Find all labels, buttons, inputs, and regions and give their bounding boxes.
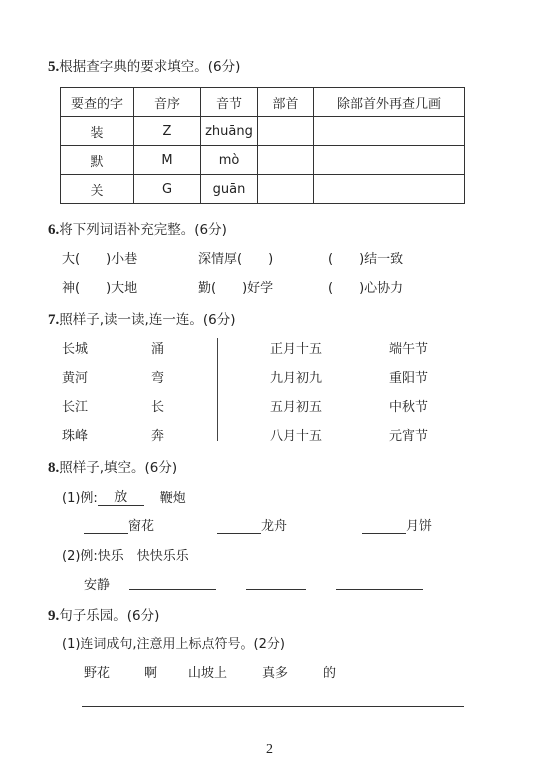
example-1-prefix: (1)例: <box>62 491 98 506</box>
q8-title: 照样子,填空。(6分) <box>59 460 178 476</box>
header-cell: 音节 <box>201 88 258 117</box>
divider <box>217 338 218 441</box>
header-cell: 除部首外再查几画 <box>314 88 465 117</box>
answer-blank[interactable] <box>362 519 406 534</box>
match-word[interactable]: 涌 <box>151 342 165 357</box>
idiom-item[interactable]: 深情厚( ) <box>198 252 274 267</box>
match-word[interactable]: 五月初五 <box>270 400 323 415</box>
match-word[interactable]: 元宵节 <box>389 429 429 444</box>
table-cell: M <box>134 146 201 175</box>
header-cell: 音序 <box>134 88 201 117</box>
q7-number: 7. <box>48 312 60 328</box>
match-word[interactable]: 长城 <box>62 342 89 357</box>
fill-word: 窗花 <box>128 519 155 534</box>
word-card[interactable]: 的 <box>323 666 337 681</box>
example-1-suffix: 鞭炮 <box>159 491 186 506</box>
answer-cell[interactable] <box>258 117 314 146</box>
q6-title: 将下列词语补充完整。(6分) <box>59 222 227 238</box>
table-cell: 关 <box>61 175 134 204</box>
fill-item <box>84 515 154 534</box>
match-word[interactable]: 九月初九 <box>270 371 323 386</box>
match-word[interactable]: 长江 <box>62 400 89 415</box>
answer-cell[interactable] <box>314 117 465 146</box>
q7-heading <box>48 308 235 329</box>
table-row <box>61 175 465 204</box>
match-word[interactable]: 端午节 <box>389 342 429 357</box>
idiom-item[interactable]: ( )结一致 <box>328 252 404 267</box>
table-cell: zhuāng <box>201 117 258 146</box>
word-card[interactable]: 野花 <box>84 666 111 681</box>
dictionary-table <box>60 87 465 204</box>
page-number: 2 <box>266 742 273 757</box>
q9-heading <box>48 604 159 625</box>
word-card[interactable]: 啊 <box>144 666 158 681</box>
q6-heading <box>48 218 227 239</box>
match-word[interactable]: 弯 <box>151 371 165 386</box>
example-1 <box>62 486 186 506</box>
table-cell: G <box>134 175 201 204</box>
answer-blank[interactable] <box>336 574 423 590</box>
table-cell: 装 <box>61 117 134 146</box>
answer-cell[interactable] <box>314 175 465 204</box>
table-row <box>61 146 465 175</box>
word-card[interactable]: 真多 <box>262 666 289 681</box>
q8-number: 8. <box>48 460 60 476</box>
table-cell: Z <box>134 117 201 146</box>
q5-heading <box>48 55 240 76</box>
fill-word: 龙舟 <box>261 519 288 534</box>
fill-word: 安静 <box>84 578 111 593</box>
table-header-row <box>61 88 465 117</box>
q9-sub1: (1)连词成句,注意用上标点符号。(2分) <box>62 637 285 652</box>
q6-number: 6. <box>48 222 60 238</box>
word-card[interactable]: 山坡上 <box>188 666 228 681</box>
table-cell: guān <box>201 175 258 204</box>
answer-blank[interactable] <box>129 574 216 590</box>
answer-blank[interactable] <box>84 519 128 534</box>
match-word[interactable]: 中秋节 <box>389 400 429 415</box>
match-word[interactable]: 珠峰 <box>62 429 89 444</box>
match-word[interactable]: 正月十五 <box>270 342 323 357</box>
fill-item <box>362 515 432 534</box>
q9-title: 句子乐园。(6分) <box>59 608 160 624</box>
answer-blank[interactable] <box>217 519 261 534</box>
match-word[interactable]: 长 <box>151 400 165 415</box>
idiom-item[interactable]: 大( )小巷 <box>62 252 138 267</box>
match-word[interactable]: 黄河 <box>62 371 89 386</box>
table-cell: mò <box>201 146 258 175</box>
q9-number: 9. <box>48 608 60 624</box>
answer-cell[interactable] <box>314 146 465 175</box>
match-word[interactable]: 八月十五 <box>270 429 323 444</box>
q7-title: 照样子,读一读,连一连。(6分) <box>59 312 236 328</box>
idiom-item[interactable]: 勤( )好学 <box>198 281 274 296</box>
table-cell: 默 <box>61 146 134 175</box>
q8-heading <box>48 456 177 477</box>
answer-line[interactable] <box>82 706 464 707</box>
answer-blank[interactable] <box>246 574 306 590</box>
match-word[interactable]: 重阳节 <box>389 371 429 386</box>
match-word[interactable]: 奔 <box>151 429 165 444</box>
answer-cell[interactable] <box>258 175 314 204</box>
fill-word: 月饼 <box>406 519 433 534</box>
table-row <box>61 117 465 146</box>
q5-title: 根据查字典的要求填空。(6分) <box>59 59 241 75</box>
idiom-item[interactable]: ( )心协力 <box>328 281 404 296</box>
fill-item <box>217 515 287 534</box>
header-cell: 部首 <box>258 88 314 117</box>
example-1-word: 放 <box>98 486 144 506</box>
idiom-item[interactable]: 神( )大地 <box>62 281 138 296</box>
answer-cell[interactable] <box>258 146 314 175</box>
header-cell: 要查的字 <box>61 88 134 117</box>
fill-item <box>84 574 110 593</box>
q5-number: 5. <box>48 59 60 75</box>
example-2: (2)例:快乐 快快乐乐 <box>62 549 189 564</box>
